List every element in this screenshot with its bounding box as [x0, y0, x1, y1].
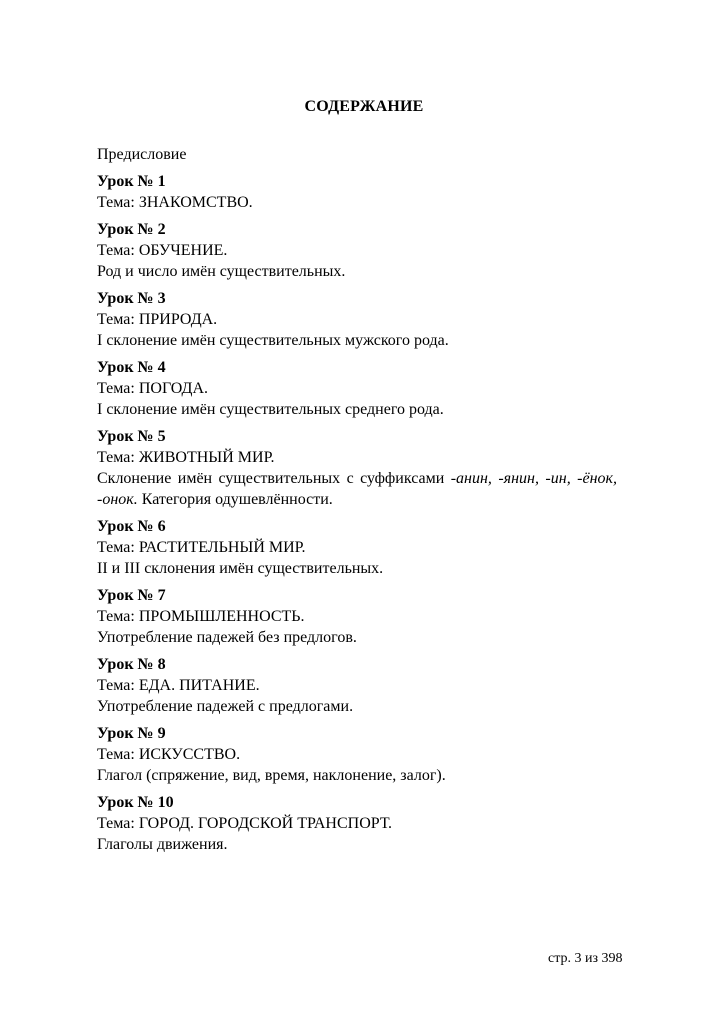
lesson-grammar: II и III склонения имён существительных. [97, 560, 384, 577]
toc-lesson-4 [97, 357, 617, 420]
lesson-topic [97, 813, 617, 834]
toc-lesson-10 [97, 792, 617, 855]
lesson-topic [97, 378, 617, 399]
lesson-title: Урок № 8 [97, 656, 166, 673]
grammar-prefix: Склонение имён существительных с суффиксами [97, 470, 445, 487]
page-number: стр. 3 из 398 [548, 951, 623, 966]
topic-label: Тема: [97, 746, 135, 763]
topic-text: ПРОМЫШЛЕННОСТЬ. [138, 608, 305, 625]
lesson-title: Урок № 3 [97, 290, 166, 307]
lesson-title: Урок № 4 [97, 359, 166, 376]
lesson-topic [97, 309, 617, 330]
lesson-title: Урок № 2 [97, 221, 166, 238]
topic-label: Тема: [97, 449, 135, 466]
topic-text: ЗНАКОМСТВО. [138, 194, 253, 211]
grammar-suffixes: -анин, -янин, -ин, -ёнок, -онок. [97, 470, 617, 508]
topic-label: Тема: [97, 311, 135, 328]
lesson-grammar [97, 468, 617, 510]
topic-text: ГОРОД. ГОРОДСКОЙ ТРАНСПОРТ. [138, 815, 393, 832]
lesson-topic [97, 240, 617, 261]
table-of-contents [97, 144, 617, 861]
lesson-title: Урок № 9 [97, 725, 166, 742]
topic-text: ЖИВОТНЫЙ МИР. [138, 449, 275, 466]
topic-label: Тема: [97, 815, 135, 832]
toc-lesson-7 [97, 585, 617, 648]
toc-lesson-9 [97, 723, 617, 786]
lesson-title: Урок № 6 [97, 518, 166, 535]
grammar-suffix-text: Категория одушевлённости. [141, 491, 333, 508]
toc-lesson-6 [97, 516, 617, 579]
topic-text: ПОГОДА. [138, 380, 209, 397]
lesson-grammar: I склонение имён существительных мужского рода. [97, 332, 449, 349]
toc-lesson-3 [97, 288, 617, 351]
lesson-title: Урок № 1 [97, 173, 166, 190]
topic-label: Тема: [97, 242, 135, 259]
lesson-topic [97, 447, 617, 468]
lesson-title: Урок № 10 [97, 794, 174, 811]
topic-label: Тема: [97, 539, 135, 556]
lesson-topic [97, 675, 617, 696]
toc-preface: Предисловие [97, 146, 187, 163]
toc-lesson-5 [97, 426, 617, 510]
toc-lesson-2 [97, 219, 617, 282]
lesson-grammar: Употребление падежей без предлогов. [97, 629, 357, 646]
lesson-grammar: Глагол (спряжение, вид, время, наклонение, залог). [97, 767, 446, 784]
lesson-title: Урок № 7 [97, 587, 166, 604]
toc-lesson-1 [97, 171, 617, 213]
lesson-topic [97, 744, 617, 765]
topic-label: Тема: [97, 194, 135, 211]
lesson-grammar: Употребление падежей с предлогами. [97, 698, 354, 715]
toc-lesson-8 [97, 654, 617, 717]
topic-label: Тема: [97, 677, 135, 694]
lesson-grammar: Род и число имён существительных. [97, 263, 346, 280]
lesson-topic [97, 192, 617, 213]
topic-label: Тема: [97, 608, 135, 625]
topic-label: Тема: [97, 380, 135, 397]
lesson-grammar: I склонение имён существительных среднего рода. [97, 401, 444, 418]
lesson-topic [97, 537, 617, 558]
lesson-topic [97, 606, 617, 627]
topic-text: ОБУЧЕНИЕ. [138, 242, 228, 259]
topic-text: ЕДА. ПИТАНИЕ. [138, 677, 260, 694]
lesson-title: Урок № 5 [97, 428, 166, 445]
topic-text: ИСКУССТВО. [138, 746, 241, 763]
topic-text: РАСТИТЕЛЬНЫЙ МИР. [138, 539, 306, 556]
lesson-grammar: Глаголы движения. [97, 836, 228, 853]
topic-text: ПРИРОДА. [138, 311, 218, 328]
page-title: СОДЕРЖАНИЕ [304, 98, 424, 115]
